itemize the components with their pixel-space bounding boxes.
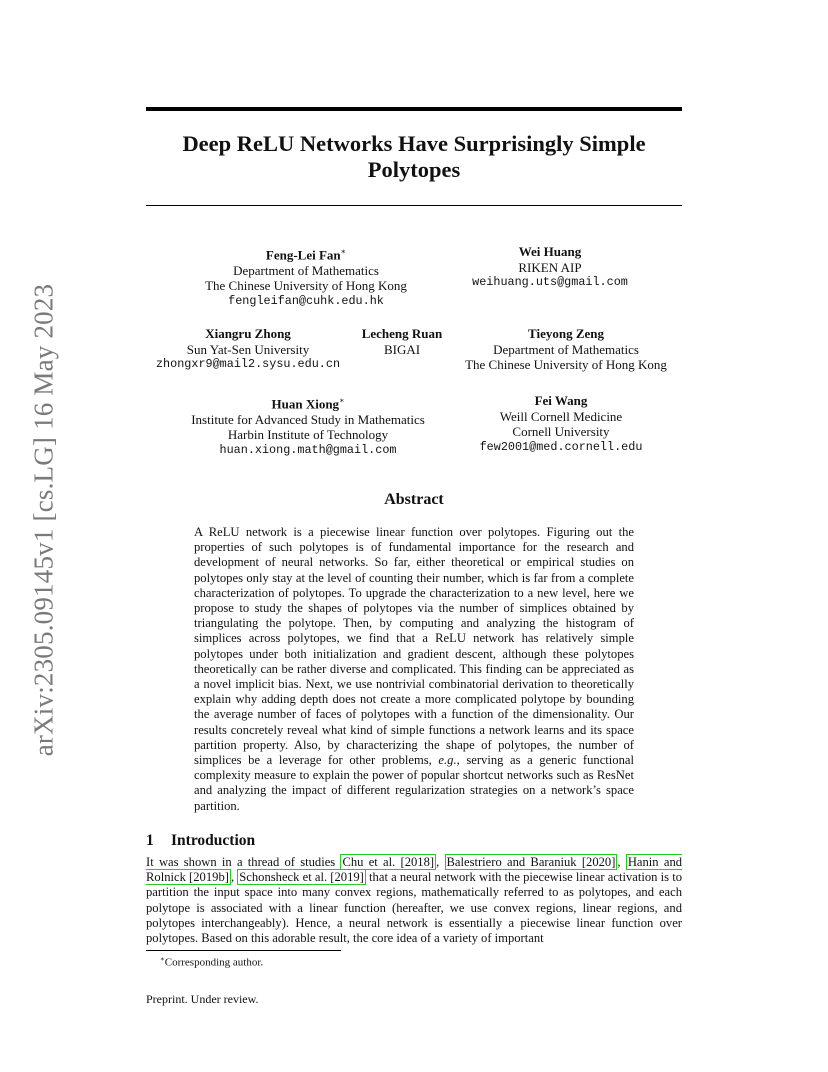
author-affiliation: The Chinese University of Hong Kong: [205, 278, 407, 294]
abstract-main: A ReLU network is a piecewise linear function over polytopes. Figuring out the properties of such polytopes is of fundamental importance for the research and development of neural networks. So far, either theoretical or empirical studies on polytopes only stay at the level of counting their number, which is far from a complete characterization of polytopes. To upgrade the characterization to a new level, here we propose to study the shapes of polytopes via the number of simplices obtained by triangulating the polytope. Then, by computing and analyzing the histogram of simplices across polytopes, we find that a ReLU network has relatively simple polytopes under both initialization and gradient descent, although these polytopes theoretically can be rather diverse and complicated. This finding can be appreciated as a novel implicit bias. Next, we use nontrivial combinatorial derivation to theoretically explain why adding depth does not create a more complicated polytope by bounding the average number of faces of polytopes with a function of the dimensionality. Our results concretely reveal what kind of simple functions a network learns and its space partition property. Also, by characterizing the shape of polytopes, the number of simplices be a leverage for other problems,: [194, 525, 634, 768]
author-affiliation: Institute for Advanced Study in Mathematics: [191, 411, 425, 427]
author-affiliation: Harbin Institute of Technology: [227, 427, 389, 443]
section-heading: [146, 832, 255, 850]
abstract-eg: e.g.: [438, 753, 457, 768]
author-name: Huan Xiong: [271, 396, 340, 412]
title-bottom-rule: [146, 205, 682, 206]
author-email[interactable]: zhongxr9@mail2.sysu.edu.cn: [155, 357, 341, 371]
author-affiliation: Department of Mathematics: [493, 341, 639, 357]
footnote-text: Corresponding author.: [164, 956, 264, 969]
paper-title: Deep ReLU Networks Have Surprisingly Simple Polytopes: [182, 131, 646, 182]
preprint-notice: Preprint. Under review.: [146, 992, 259, 1006]
footnote-mark: ∗: [160, 955, 165, 963]
author-affiliation: The Chinese University of Hong Kong: [465, 357, 667, 372]
author-block: [456, 393, 666, 455]
intro-text: that a neural network with the piecewise linear activation is to partition the input space into many convex regions, mathematically referred to as polytopes, and each polytope is associated with a linear function (hereafter, we use convex regions, linear regions, and polytopes interchangeably). Hence, a neural network is essentially a piecewise linear function over polytopes. Based on this adorable result, the core idea of a variety of important: [146, 870, 682, 946]
author-affiliation: Sun Yat-Sen University: [186, 341, 310, 357]
citation-link[interactable]: Hanin and Rolnick [2019b]: [146, 855, 683, 885]
abstract-text: [194, 525, 634, 814]
citation-link[interactable]: Schonsheck et al. [2019]: [239, 870, 364, 885]
title-top-rule: [146, 107, 682, 111]
author-block: [352, 326, 452, 357]
citation-link[interactable]: Balestriero and Baraniuk [2020]: [446, 855, 616, 869]
abstract-end: , serving as a generic functional complexity measure to explain the power of popular shortcut networks such as ResNet and analyzing the impact of different regularization strategies on a network’s space partition.: [194, 753, 634, 813]
author-block: [148, 326, 348, 373]
section-number: 1: [146, 832, 154, 849]
author-name: Feng-Lei Fan: [265, 247, 341, 263]
author-email[interactable]: weihuang.uts@gmail.com: [472, 275, 628, 289]
author-affiliation: BIGAI: [383, 341, 421, 357]
citation-link[interactable]: Chu et al. [2018]: [342, 855, 435, 869]
arxiv-identifier: arXiv:2305.09145v1 [cs.LG] 16 May 2023: [28, 283, 59, 757]
author-name: Xiangru Zhong: [205, 326, 291, 341]
author-name: Tieyong Zeng: [528, 326, 604, 341]
abstract-heading: Abstract: [384, 491, 444, 508]
footnote-rule: [146, 950, 341, 951]
footnote: [160, 953, 263, 970]
author-email[interactable]: huan.xiong.math@gmail.com: [219, 442, 397, 457]
author-email[interactable]: fengleifan@cuhk.edu.hk: [228, 293, 384, 308]
author-affiliation: Weill Cornell Medicine: [499, 408, 623, 424]
intro-paragraph: [146, 855, 682, 946]
author-block: [456, 326, 676, 373]
section-title: Introduction: [171, 832, 256, 849]
author-email[interactable]: few2001@med.cornell.edu: [479, 439, 643, 454]
intro-text: It was shown in a thread of studies: [146, 855, 341, 869]
corresponding-mark: ∗: [339, 396, 345, 405]
author-name: Fei Wang: [534, 393, 588, 408]
citation-separator: ,: [230, 870, 238, 885]
author-affiliation: Cornell University: [512, 424, 610, 439]
author-name: Lecheng Ruan: [361, 326, 443, 341]
author-block: [176, 393, 440, 458]
corresponding-mark: ∗: [340, 247, 347, 256]
author-affiliation: RIKEN AIP: [518, 259, 582, 275]
author-block: [440, 244, 660, 291]
author-name: Wei Huang: [518, 244, 582, 259]
arxiv-sidebar-stamp: [24, 280, 64, 760]
citation-separator: ,: [617, 855, 626, 869]
author-affiliation: Department of Mathematics: [233, 262, 379, 278]
citation-separator: ,: [436, 855, 445, 869]
author-block: [176, 244, 436, 309]
